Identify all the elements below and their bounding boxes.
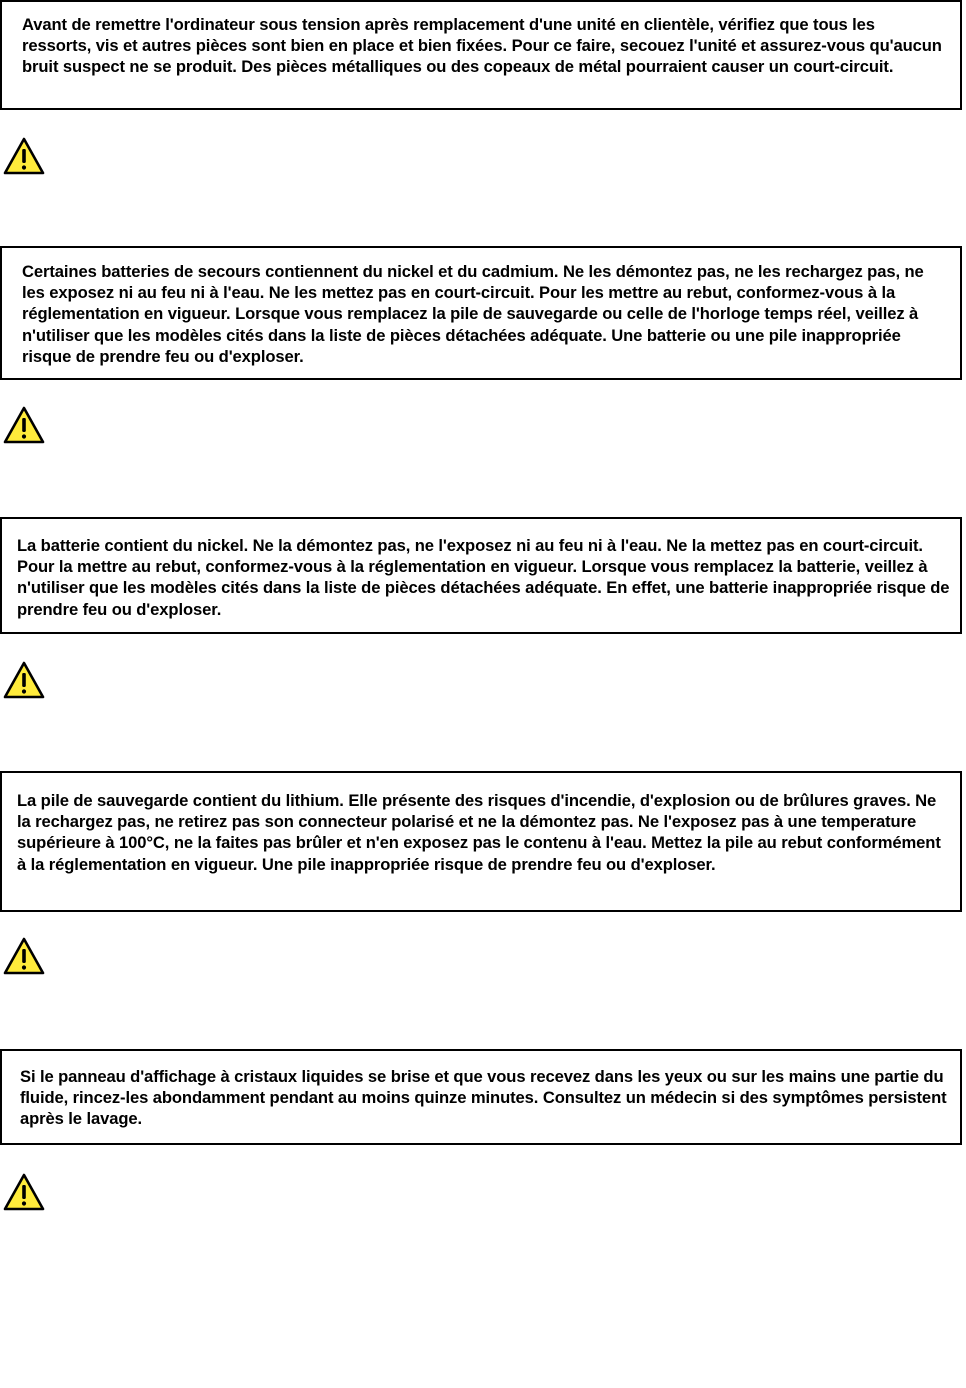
notice-text: Certaines batteries de secours contiennent du nickel et du cadmium. Ne les démontez pas, ne les rechargez pas, ne les exposez ni au feu ni à l'eau. Ne les mettez pas en court-circuit. Pour les mettre au rebut, conformez-vous à la réglementation en vigueur. Lorsque vous remplacez la pile de sauvegarde ou celle de l'horloge temps réel, veillez à n'utiliser que les modèles cités dans la liste de pièces détachées adéquate. Une batterie ou une pile inappropriée risque de prendre feu ou d'exploser. <box>22 262 924 366</box>
notice-text: La pile de sauvegarde contient du lithium. Elle présente des risques d'incendie, d'explosion ou de brûlures graves. Ne la rechargez pas, ne retirez pas son connecteur polarisé et ne la démontez pas. Ne l'exposez pas à une temperature supérieure à 100°C, ne la faites pas brûler et n'en exposez pas le contenu à l'eau. Mettez la pile au rebut conformément à la réglementation en vigueur. Une pile inappropriée risque de prendre feu ou d'exploser. <box>17 791 941 874</box>
caution-notice-unit-replacement <box>0 0 962 110</box>
warning-icon <box>3 661 45 699</box>
caution-notice-nickel-battery <box>0 517 962 634</box>
warning-icon <box>3 137 45 175</box>
notice-text: La batterie contient du nickel. Ne la démontez pas, ne l'exposez ni au feu ni à l'eau. Ne la mettez pas en court-circuit. Pour la mettre au rebut, conformez-vous à la réglementation en vigueur. Lorsque vous remplacez la batterie, veillez à n'utiliser que les modèles cités dans la liste de pièces détachées adéquate. En effet, une batterie inappropriée risque de prendre feu ou d'exploser. <box>17 536 950 619</box>
caution-notice-nickel-cadmium <box>0 246 962 380</box>
notice-text: Si le panneau d'affichage à cristaux liquides se brise et que vous recevez dans les yeux ou sur les mains une partie du fluide, rincez-les abondamment pendant au moins quinze minutes. Consultez un médecin si des symptômes persistent après le lavage. <box>20 1067 947 1129</box>
warning-icon <box>3 406 45 444</box>
caution-notice-lithium-backup-battery <box>0 771 962 912</box>
caution-notice-lcd-fluid <box>0 1049 962 1145</box>
notice-text: Avant de remettre l'ordinateur sous tension après remplacement d'une unité en clientèle, vérifiez que tous les ressorts, vis et autres pièces sont bien en place et bien fixées. Pour ce faire, secouez l'unité et assurez-vous qu'aucun bruit suspect ne se produit. Des pièces métalliques ou des copeaux de métal pourraient causer un court-circuit. <box>22 15 942 77</box>
warning-icon <box>3 1173 45 1211</box>
warning-icon <box>3 937 45 975</box>
